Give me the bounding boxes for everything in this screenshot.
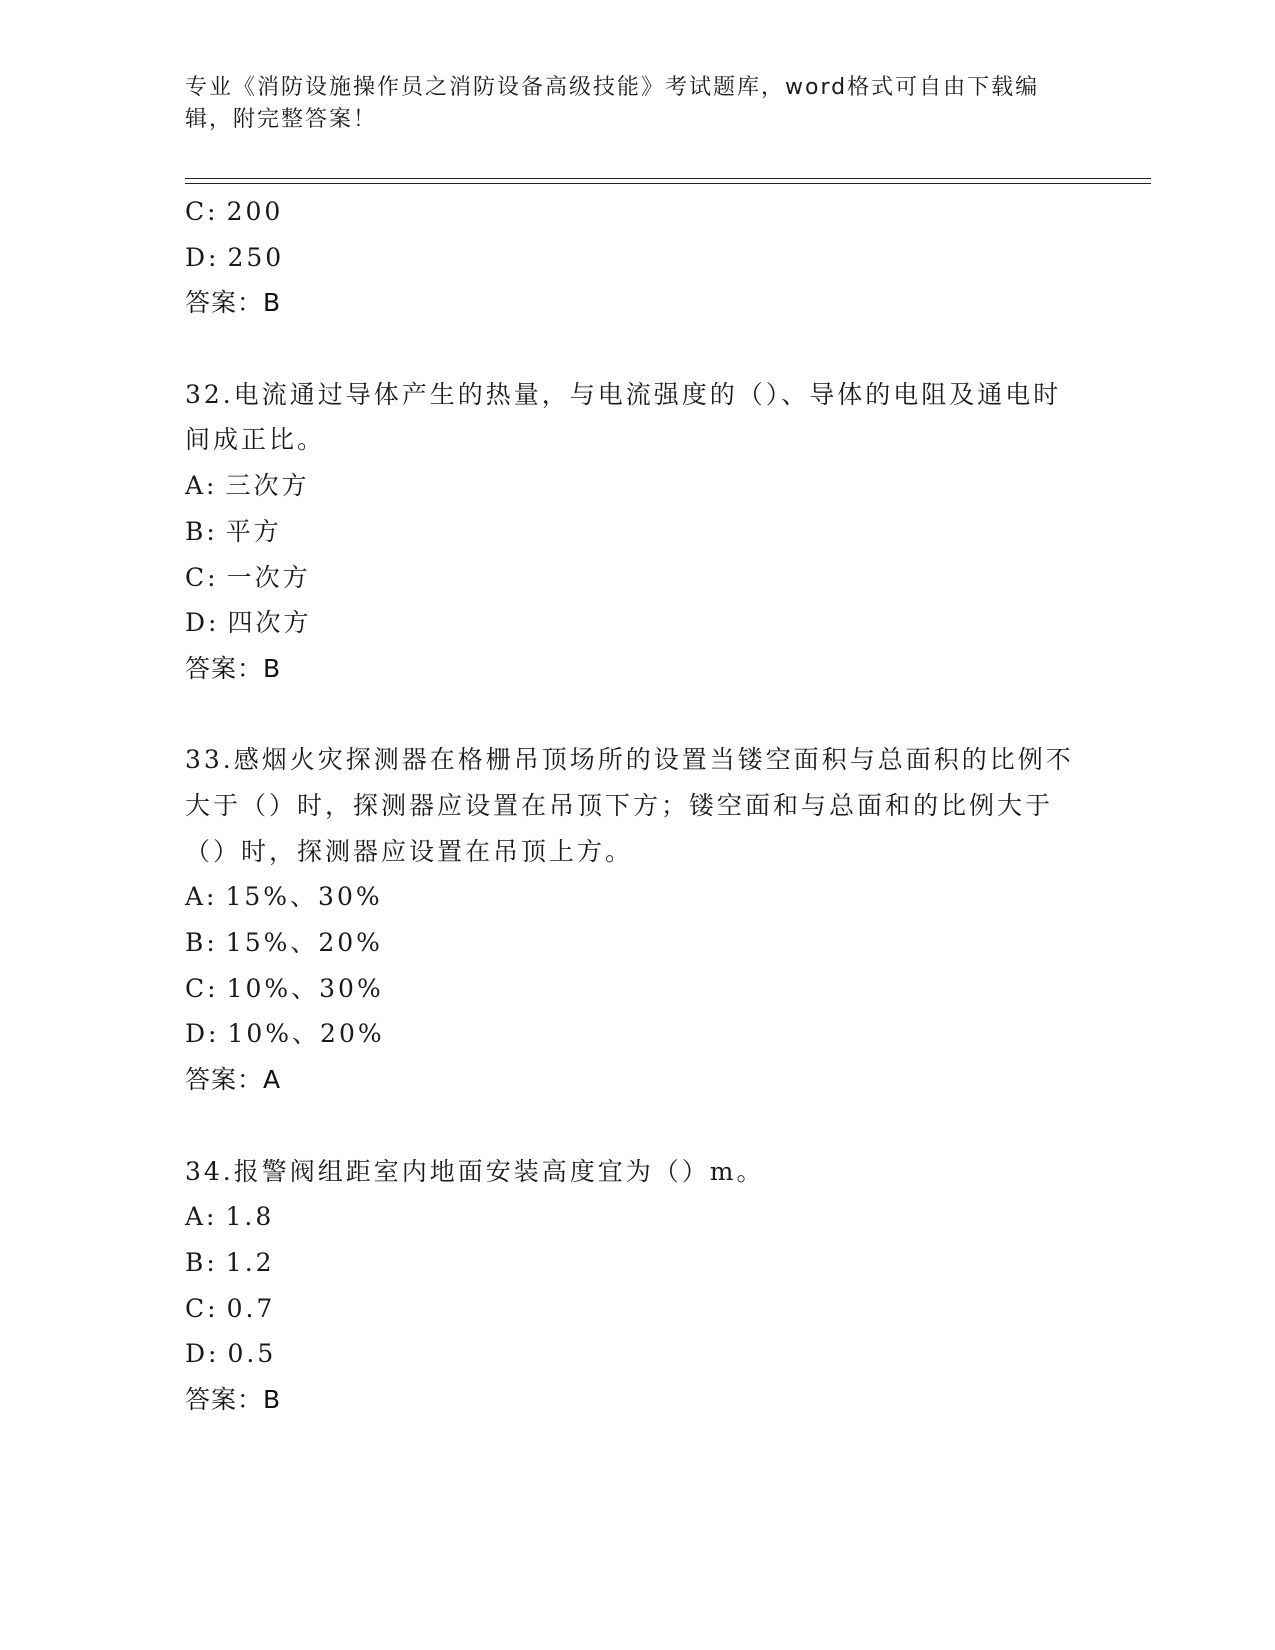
option-b xyxy=(185,920,1085,966)
option-text: 三次方 xyxy=(225,471,310,501)
option-text: 0.5 xyxy=(227,1339,277,1369)
question-33 xyxy=(185,737,1085,1103)
header-rule-bottom xyxy=(185,183,1151,184)
option-b xyxy=(185,509,1085,555)
option-label: D: xyxy=(185,608,220,638)
answer-line: 答案：B xyxy=(185,1384,282,1414)
option-text: 0.7 xyxy=(226,1293,276,1323)
option-text: 四次方 xyxy=(227,608,312,638)
option-text: 平方 xyxy=(225,516,282,546)
option-label: A: xyxy=(185,1202,218,1232)
option-label: B: xyxy=(185,516,218,546)
option-label: B: xyxy=(185,1247,218,1277)
option-text: 一次方 xyxy=(226,562,311,592)
option-label: D: xyxy=(185,1339,220,1369)
option-a xyxy=(185,874,1085,920)
answer-line: 答案：B xyxy=(185,288,282,318)
option-label: A: xyxy=(185,471,218,501)
option-label: B: xyxy=(185,928,218,958)
option-b xyxy=(185,1240,1085,1286)
option-text: 10%、20% xyxy=(227,1019,385,1049)
option-text: 250 xyxy=(227,242,285,272)
option-label: D: xyxy=(185,242,220,272)
option-text: 1.2 xyxy=(225,1247,275,1277)
option-c xyxy=(185,189,1085,235)
option-a xyxy=(185,1194,1085,1240)
header-title: 专业《消防设施操作员之消防设备高级技能》考试题库，word格式可自由下载编辑，附完整答案！ xyxy=(185,75,1040,132)
question-text: 33.感烟火灾探测器在格栅吊顶场所的设置当镂空面积与总面积的比例不大于（）时，探测器应设置在吊顶下方；镂空面和与总面和的比例大于（）时，探测器应设置在吊顶上方。 xyxy=(185,745,1074,866)
option-text: 1.8 xyxy=(225,1202,275,1232)
option-d xyxy=(185,235,1085,281)
question-34 xyxy=(185,1149,1085,1423)
question-text: 32.电流通过导体产生的热量，与电流强度的（）、导体的电阻及通电时间成正比。 xyxy=(185,379,1062,455)
answer-line: 答案：B xyxy=(185,653,282,683)
option-text: 10%、30% xyxy=(226,973,384,1003)
answer-line: 答案：A xyxy=(185,1065,282,1095)
option-text: 15%、20% xyxy=(225,928,383,958)
question-list xyxy=(185,189,1085,1423)
option-label: C: xyxy=(185,562,219,592)
option-d xyxy=(185,600,1085,646)
header-rule-top xyxy=(185,178,1151,179)
option-label: C: xyxy=(185,197,219,226)
option-label: C: xyxy=(185,1293,219,1323)
option-c xyxy=(185,555,1085,601)
option-label: C: xyxy=(185,973,219,1003)
question-text: 34.报警阀组距室内地面安装高度宜为（）m。 xyxy=(185,1156,765,1186)
option-c xyxy=(185,1286,1085,1332)
option-d xyxy=(185,1011,1085,1057)
option-text: 200 xyxy=(226,197,284,226)
option-d xyxy=(185,1331,1085,1377)
option-a xyxy=(185,463,1085,509)
option-label: D: xyxy=(185,1019,220,1049)
option-label: A: xyxy=(185,882,218,912)
question-32 xyxy=(185,372,1085,692)
page-header xyxy=(185,72,1065,136)
option-text: 15%、30% xyxy=(225,882,383,912)
prev-question-tail xyxy=(185,189,1085,326)
option-c xyxy=(185,966,1085,1012)
